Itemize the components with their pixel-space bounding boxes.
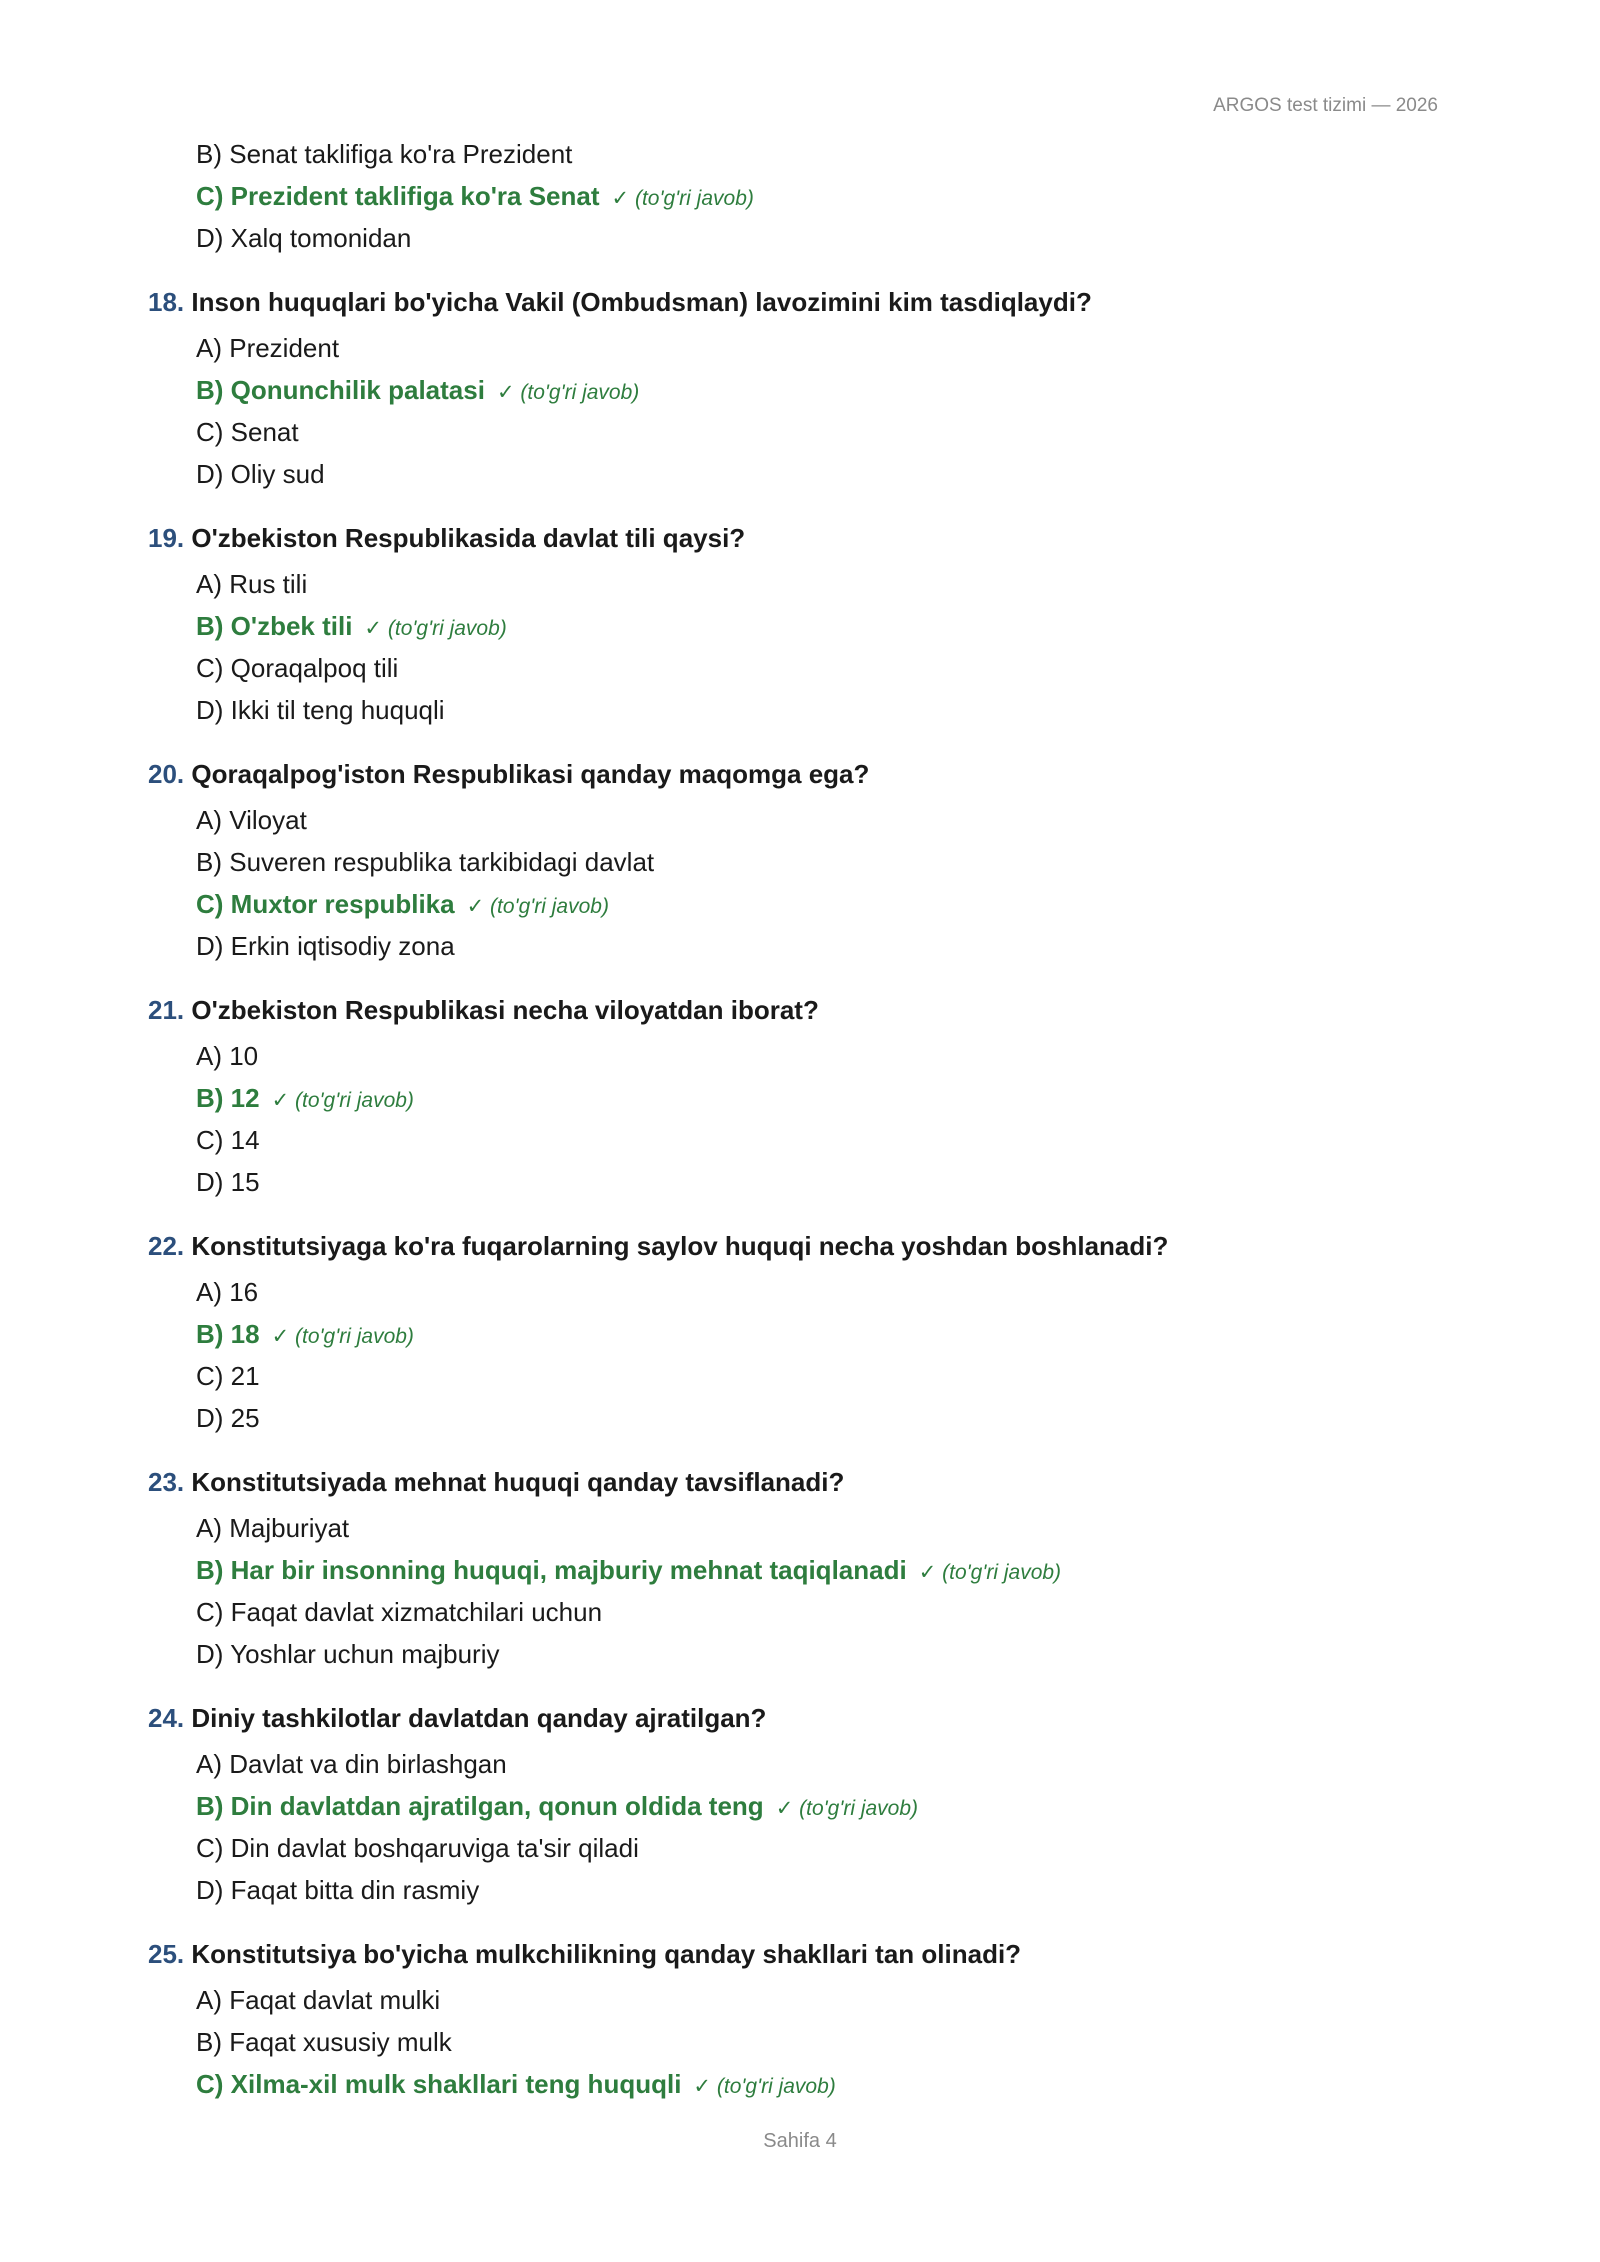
question-text: O'zbekiston Respublikasi necha viloyatdan iborat? <box>191 995 819 1025</box>
option-text: B) Suveren respublika tarkibidagi davlat <box>196 847 655 877</box>
answer-option <box>196 1743 1448 1785</box>
check-icon: ✓ <box>693 2075 712 2098</box>
answer-option <box>196 411 1448 453</box>
correct-option <box>196 1785 1448 1827</box>
question-text: Qoraqalpog'iston Respublikasi qanday maqomga ega? <box>191 759 870 789</box>
answer-option <box>196 1633 1448 1675</box>
option-text: C) 21 <box>196 1361 260 1391</box>
question-block <box>148 1933 1448 2105</box>
question-title <box>148 1461 1448 1503</box>
correct-option <box>196 1077 1448 1119</box>
option-text: D) Ikki til teng huquqli <box>196 695 445 725</box>
option-text: A) 16 <box>196 1277 259 1307</box>
answer-options <box>196 563 1448 731</box>
correct-answer-label: (to'g'ri javob) <box>942 1561 1062 1584</box>
option-text: B) 18 <box>196 1319 260 1349</box>
option-text: C) 14 <box>196 1125 260 1155</box>
question-text: Diniy tashkilotlar davlatdan qanday ajratilgan? <box>191 1703 767 1733</box>
answer-option <box>196 1979 1448 2021</box>
correct-option <box>196 605 1448 647</box>
question-number: 18. <box>148 287 185 317</box>
correct-answer-mark <box>693 2075 835 2098</box>
question-block <box>148 989 1448 1203</box>
answer-options <box>196 1979 1448 2105</box>
check-icon: ✓ <box>611 187 630 210</box>
header-note: ARGOS test tizimi — 2026 <box>1213 95 1438 116</box>
question-title <box>148 281 1448 323</box>
answer-option <box>196 563 1448 605</box>
correct-answer-mark <box>272 1325 414 1348</box>
question-text: Konstitutsiyada mehnat huquqi qanday tavsiflanadi? <box>191 1467 845 1497</box>
answer-option <box>196 217 1448 259</box>
answer-option <box>196 2021 1448 2063</box>
answer-options <box>196 1743 1448 1911</box>
correct-option <box>196 2063 1448 2105</box>
answer-option <box>196 133 1448 175</box>
question-number: 19. <box>148 523 185 553</box>
answer-option <box>196 647 1448 689</box>
option-text: D) Erkin iqtisodiy zona <box>196 931 455 961</box>
question-block <box>148 1697 1448 1911</box>
question-list <box>148 133 1448 2105</box>
correct-option <box>196 883 1448 925</box>
correct-answer-mark <box>612 187 754 210</box>
answer-option <box>196 1869 1448 1911</box>
question-title <box>148 1225 1448 1267</box>
option-text: A) 10 <box>196 1041 259 1071</box>
check-icon: ✓ <box>364 617 383 640</box>
correct-answer-label: (to'g'ri javob) <box>520 381 640 404</box>
question-number: 25. <box>148 1939 185 1969</box>
answer-option <box>196 689 1448 731</box>
question-block <box>148 517 1448 731</box>
option-text: B) O'zbek tili <box>196 611 353 641</box>
answer-option <box>196 327 1448 369</box>
check-icon: ✓ <box>775 1797 794 1820</box>
answer-options <box>196 1507 1448 1675</box>
correct-option <box>196 175 1448 217</box>
answer-option <box>196 1355 1448 1397</box>
question-number: 23. <box>148 1467 185 1497</box>
option-text: A) Prezident <box>196 333 340 363</box>
option-text: B) 12 <box>196 1083 260 1113</box>
question-title <box>148 1697 1448 1739</box>
question-text: Konstitutsiya bo'yicha mulkchilikning qanday shakllari tan olinadi? <box>191 1939 1022 1969</box>
correct-answer-mark <box>497 381 639 404</box>
question-title <box>148 517 1448 559</box>
option-text: D) Oliy sud <box>196 459 325 489</box>
option-text: B) Har bir insonning huquqi, majburiy mehnat taqiqlanadi <box>196 1555 907 1585</box>
continuation-options <box>196 133 1448 259</box>
correct-answer-label: (to'g'ri javob) <box>490 895 609 918</box>
answer-option <box>196 1507 1448 1549</box>
answer-option <box>196 1119 1448 1161</box>
question-title <box>148 753 1448 795</box>
option-text: C) Qoraqalpoq tili <box>196 653 399 683</box>
question-number: 21. <box>148 995 185 1025</box>
check-icon: ✓ <box>918 1561 937 1584</box>
option-text: A) Rus tili <box>196 569 308 599</box>
correct-answer-label: (to'g'ri javob) <box>295 1325 414 1348</box>
answer-option <box>196 1397 1448 1439</box>
option-text: D) 25 <box>196 1403 260 1433</box>
check-icon: ✓ <box>271 1089 290 1112</box>
option-text: D) Faqat bitta din rasmiy <box>196 1875 480 1905</box>
correct-answer-label: (to'g'ri javob) <box>716 2075 836 2098</box>
correct-option <box>196 369 1448 411</box>
option-text: A) Faqat davlat mulki <box>196 1985 441 2015</box>
answer-option <box>196 799 1448 841</box>
answer-option <box>196 925 1448 967</box>
answer-option <box>196 1161 1448 1203</box>
option-text: C) Prezident taklifiga ko'ra Senat <box>196 181 600 211</box>
correct-option <box>196 1549 1448 1591</box>
option-text: B) Faqat xususiy mulk <box>196 2027 452 2057</box>
correct-answer-mark <box>272 1089 414 1112</box>
question-number: 20. <box>148 759 185 789</box>
option-text: A) Majburiyat <box>196 1513 350 1543</box>
option-text: B) Qonunchilik palatasi <box>196 375 485 405</box>
option-text: A) Viloyat <box>196 805 307 835</box>
option-text: D) 15 <box>196 1167 260 1197</box>
answer-options <box>196 799 1448 967</box>
answer-options <box>196 1035 1448 1203</box>
answer-options <box>196 327 1448 495</box>
question-text: Konstitutsiyaga ko'ra fuqarolarning saylov huquqi necha yoshdan boshlanadi? <box>191 1231 1169 1261</box>
option-text: B) Din davlatdan ajratilgan, qonun oldida teng <box>196 1791 764 1821</box>
option-text: C) Muxtor respublika <box>196 889 455 919</box>
correct-answer-label: (to'g'ri javob) <box>387 617 507 640</box>
check-icon: ✓ <box>496 381 515 404</box>
answer-option <box>196 1591 1448 1633</box>
question-title <box>148 1933 1448 1975</box>
question-block <box>148 281 1448 495</box>
option-text: D) Xalq tomonidan <box>196 223 412 253</box>
answer-option <box>196 1035 1448 1077</box>
option-text: B) Senat taklifiga ko'ra Prezident <box>196 139 573 169</box>
correct-answer-mark <box>467 895 609 918</box>
answer-option <box>196 1827 1448 1869</box>
answer-options <box>196 1271 1448 1439</box>
question-text: O'zbekiston Respublikasida davlat tili qaysi? <box>191 523 746 553</box>
question-block <box>148 1225 1448 1439</box>
option-text: C) Din davlat boshqaruviga ta'sir qiladi <box>196 1833 639 1863</box>
question-block <box>148 1461 1448 1675</box>
question-block <box>148 753 1448 967</box>
correct-answer-mark <box>776 1797 918 1820</box>
correct-answer-label: (to'g'ri javob) <box>295 1089 414 1112</box>
correct-option <box>196 1313 1448 1355</box>
page-number: Sahifa 4 <box>763 2130 837 2152</box>
option-text: C) Faqat davlat xizmatchilari uchun <box>196 1597 603 1627</box>
option-text: D) Yoshlar uchun majburiy <box>196 1639 500 1669</box>
check-icon: ✓ <box>466 895 485 918</box>
correct-answer-mark <box>919 1561 1061 1584</box>
question-number: 24. <box>148 1703 185 1733</box>
check-icon: ✓ <box>271 1325 290 1348</box>
option-text: C) Senat <box>196 417 299 447</box>
question-number: 22. <box>148 1231 185 1261</box>
correct-answer-label: (to'g'ri javob) <box>634 187 754 210</box>
question-text: Inson huquqlari bo'yicha Vakil (Ombudsman) lavozimini kim tasdiqlaydi? <box>191 287 1092 317</box>
answer-option <box>196 1271 1448 1313</box>
option-text: C) Xilma-xil mulk shakllari teng huquqli <box>196 2069 682 2099</box>
correct-answer-label: (to'g'ri javob) <box>799 1797 919 1820</box>
question-title <box>148 989 1448 1031</box>
answer-option <box>196 453 1448 495</box>
answer-option <box>196 841 1448 883</box>
correct-answer-mark <box>364 617 506 640</box>
option-text: A) Davlat va din birlashgan <box>196 1749 507 1779</box>
